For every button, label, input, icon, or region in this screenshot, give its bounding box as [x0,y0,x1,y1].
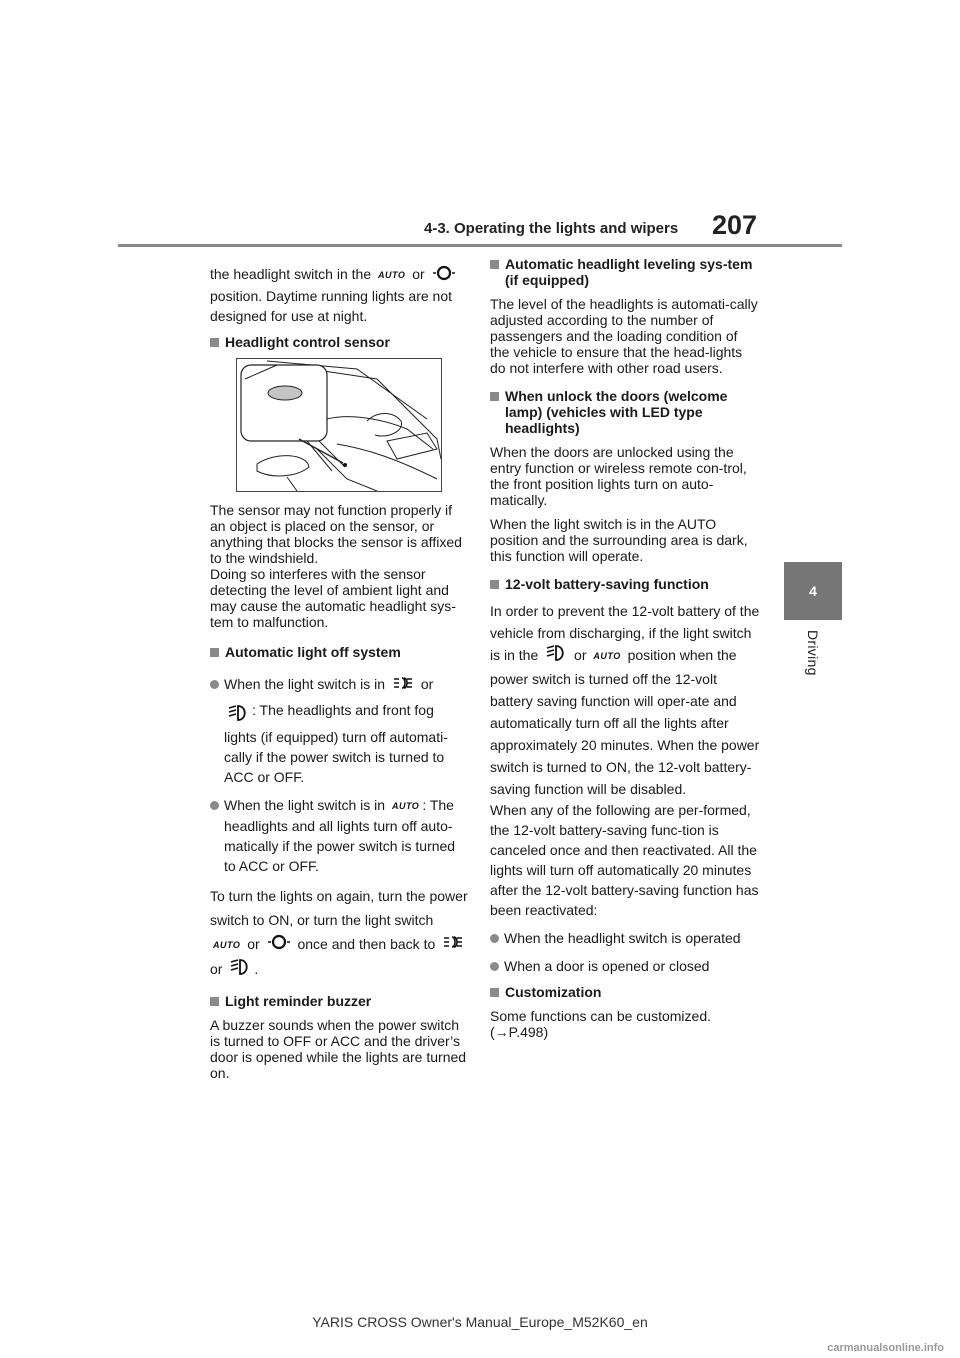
headlight-low-beam-icon [545,644,567,668]
relight-paragraph: To turn the lights on again, turn the power switch to ON, or turn the light switch AUTO or once and then back to or . [210,884,470,983]
page-number: 207 [712,210,758,240]
leveling-heading: Automatic headlight leveling sys-tem (if equipped) [490,256,760,288]
side-lights-icon [392,675,414,696]
heading-square-icon [490,260,499,269]
bullet-dot-icon [210,680,219,689]
battery-bullet-2: When a door is opened or closed [490,956,760,976]
customization-heading: Customization [490,984,760,1000]
section-title: 4-3. Operating the lights and wipers [424,220,679,237]
sensor-text-1: The sensor may not function properly if an object is placed on the sensor, or anything that blocks the sensor is affixed to the windshield. [210,501,462,566]
header-divider [118,244,842,247]
heading-square-icon [490,580,499,589]
bullet-dot-icon [490,934,499,943]
right-column [490,256,760,1048]
chapter-tab [784,562,842,620]
auto-off-heading: Automatic light off system [210,644,470,660]
chapter-number: 4 [809,583,817,599]
auto-icon: AUTO [391,800,420,811]
battery-text-2: When any of the following are per-formed, the 12-volt battery-saving func-tion is canceled once and then reactivated. All the lights will turn off automatically 20 minutes after the 12-volt battery-saving function has been reactivated: [490,802,759,919]
side-lights-icon [442,933,464,957]
headlight-low-beam-icon [227,704,249,727]
bullet-dot-icon [210,801,219,810]
watermark: carmanualsonline.info [827,1342,944,1354]
welcome-text-2: When the light switch is in the AUTO position and the surrounding area is dark, this function will operate. [490,516,748,564]
footer-manual-title: YARIS CROSS Owner's Manual_Europe_M52K60_en [312,1314,648,1330]
heading-square-icon [490,392,499,401]
sensor-heading: Headlight control sensor [210,334,470,350]
parking-light-icon [432,265,456,286]
auto-icon: AUTO [378,270,406,281]
heading-square-icon [210,338,219,347]
auto-icon: AUTO [213,940,241,951]
parking-light-icon [267,933,291,957]
battery-text: In order to prevent the 12-volt battery of the vehicle from discharging, if the light switch is in the or AUTO position when the power switch is turned off the 12-volt battery saving function will oper-ate and automatically turn off all the lights after approximately 20 minutes. When the power switch is turned to ON, the 12-volt battery-saving function will be disabled. [490,603,760,798]
customization-text: Some functions can be customized. (→P.498) [490,1008,712,1041]
buzzer-text: A buzzer sounds when the power switch is turned to OFF or ACC and the driver’s door is opened while the lights are turned on. [210,1016,467,1081]
chapter-label: Driving [805,630,821,676]
heading-square-icon [210,997,219,1006]
auto-off-bullet-1: When the light switch is in or : The headlights and front fog lights (if equipped) turn off automati-cally if the power switch is turned to ACC or OFF. [210,674,470,787]
welcome-heading: When unlock the doors (welcome lamp) (vehicles with LED type headlights) [490,388,760,436]
welcome-text-1: When the doors are unlocked using the entry function or wireless remote con-trol, the front position lights turn on auto-matically. [490,444,747,508]
heading-square-icon [210,648,219,657]
heading-square-icon [490,988,499,997]
leveling-text: The level of the headlights is automati-cally adjusted according to the number of passengers and the loading condition of the vehicle to ensure that the head-lights do not interfere with other road users. [490,296,758,376]
sensor-illustration [236,358,442,492]
battery-bullet-1: When the headlight switch is operated [490,928,760,948]
battery-heading: 12-volt battery-saving function [490,576,760,592]
auto-icon: AUTO [593,651,621,662]
buzzer-heading: Light reminder buzzer [210,993,470,1009]
headlight-low-beam-icon [229,958,251,983]
left-column [210,264,470,1089]
intro-paragraph: the headlight switch in the AUTO or position. Daytime running lights are not designed for use at night. [210,264,470,326]
auto-off-bullet-2: When the light switch is in AUTO : The headlights and all lights turn off auto-matically if the power switch is turned to ACC or OFF. [210,795,470,876]
bullet-dot-icon [490,962,499,971]
sensor-text-2: Doing so interferes with the sensor detecting the level of ambient light and may cause the automatic headlight sys-tem to malfunction. [210,565,456,630]
